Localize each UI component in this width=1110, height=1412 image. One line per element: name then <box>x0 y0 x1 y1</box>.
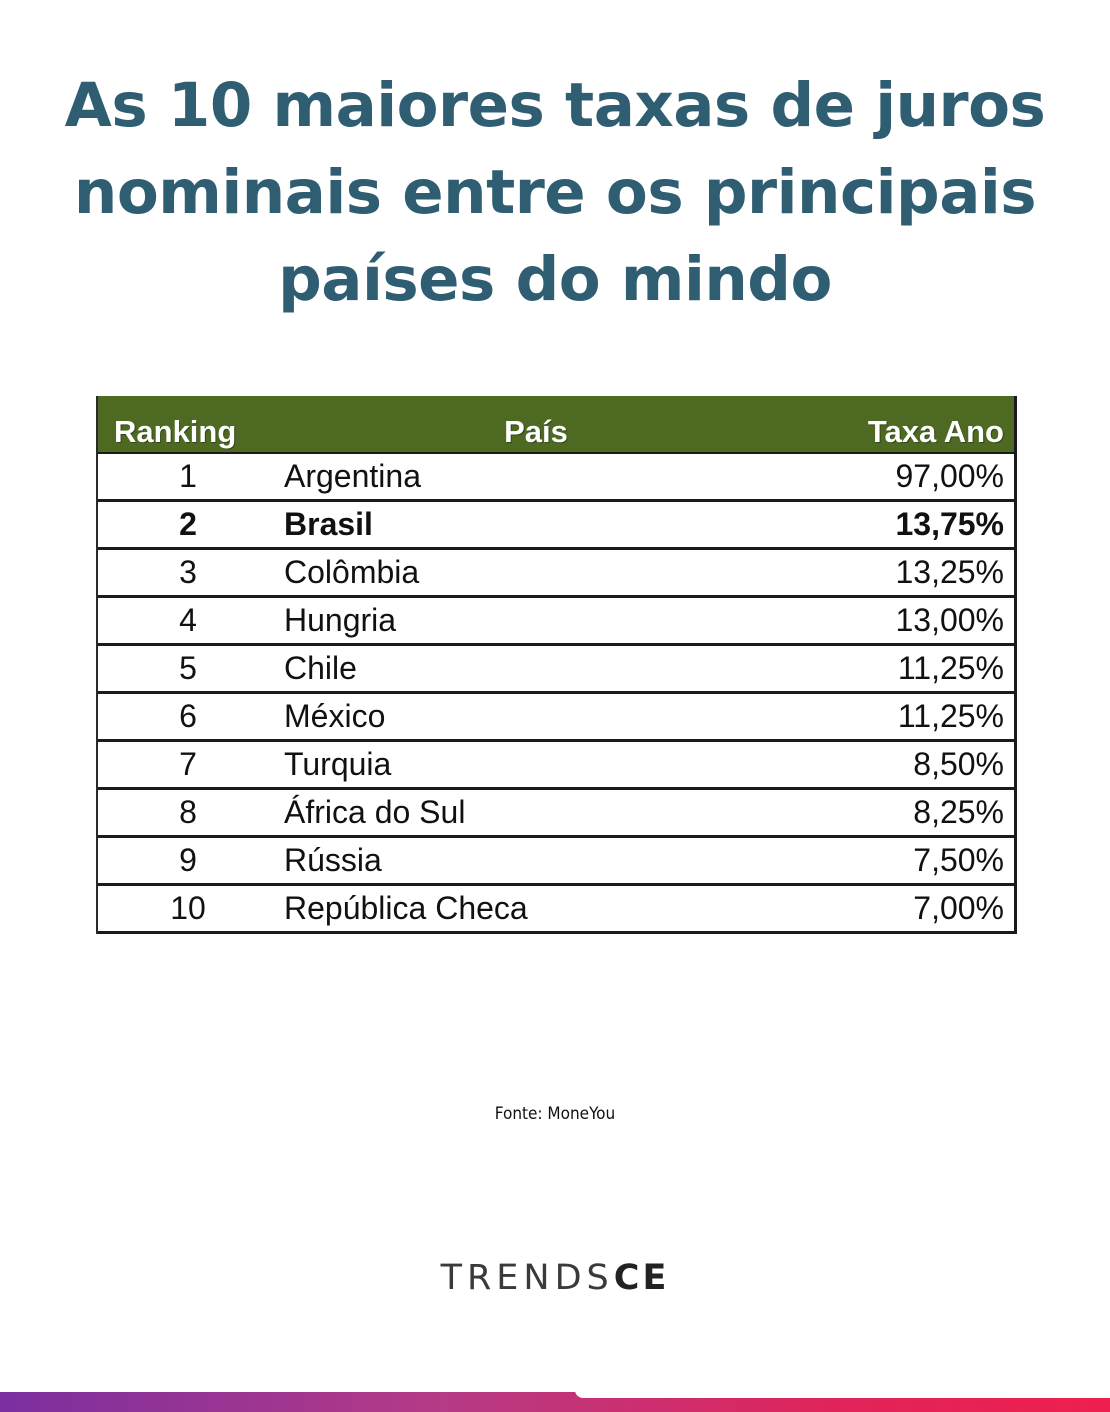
rate-cell: 13,00% <box>895 602 1004 638</box>
bottom-bar-notch <box>575 1390 1110 1398</box>
rank-cell: 9 <box>179 842 197 878</box>
rate-cell: 11,25% <box>897 698 1004 734</box>
country-cell: México <box>284 698 386 734</box>
table-row <box>98 550 1014 598</box>
table-body <box>98 454 1014 934</box>
table-header <box>98 396 1014 454</box>
rank-cell: 10 <box>170 890 206 926</box>
table-row <box>98 838 1014 886</box>
country-cell: África do Sul <box>284 794 466 830</box>
rank-cell: 4 <box>179 602 197 638</box>
table-row <box>98 598 1014 646</box>
rank-cell: 5 <box>179 650 197 686</box>
rate-cell: 8,25% <box>913 794 1004 830</box>
title-line-3: países do mindo <box>278 244 832 315</box>
table-row <box>98 502 1014 550</box>
rank-cell: 3 <box>179 554 197 590</box>
country-cell: Chile <box>284 650 357 686</box>
rank-cell: 8 <box>179 794 197 830</box>
rank-cell: 6 <box>179 698 197 734</box>
table-row <box>98 694 1014 742</box>
rate-cell: 13,25% <box>895 554 1004 590</box>
table-row <box>98 742 1014 790</box>
source-note: Fonte: MoneYou <box>494 1104 616 1124</box>
brand-logo-light: TRENDS <box>440 1258 614 1298</box>
country-cell: Rússia <box>284 842 382 878</box>
rank-cell: 2 <box>179 506 197 542</box>
country-cell: Brasil <box>284 506 373 542</box>
rate-cell: 13,75% <box>895 506 1004 542</box>
country-cell: Hungria <box>284 602 397 638</box>
header-rate: Taxa Ano <box>867 414 1004 449</box>
page-title <box>40 62 1070 323</box>
country-cell: Argentina <box>284 458 421 494</box>
rank-cell: 7 <box>179 746 197 782</box>
title-line-1: As 10 maiores taxas de juros <box>64 70 1046 141</box>
rate-cell: 8,50% <box>913 746 1004 782</box>
interest-rate-table <box>96 396 1017 934</box>
table-row <box>98 790 1014 838</box>
header-country: País <box>504 414 568 449</box>
rate-cell: 97,00% <box>895 458 1004 494</box>
table-row <box>98 646 1014 694</box>
rank-cell: 1 <box>179 458 197 494</box>
country-cell: República Checa <box>284 890 528 926</box>
brand-logo <box>0 1258 1110 1298</box>
country-cell: Turquia <box>284 746 392 782</box>
rate-cell: 11,25% <box>897 650 1004 686</box>
header-ranking: Ranking <box>114 414 237 449</box>
country-cell: Colômbia <box>284 554 420 590</box>
brand-logo-strong: CE <box>613 1258 670 1298</box>
table-row <box>98 454 1014 502</box>
title-line-2: nominais entre os principais <box>73 157 1037 228</box>
table-row <box>98 886 1014 934</box>
rate-cell: 7,50% <box>913 842 1004 878</box>
rate-cell: 7,00% <box>913 890 1004 926</box>
